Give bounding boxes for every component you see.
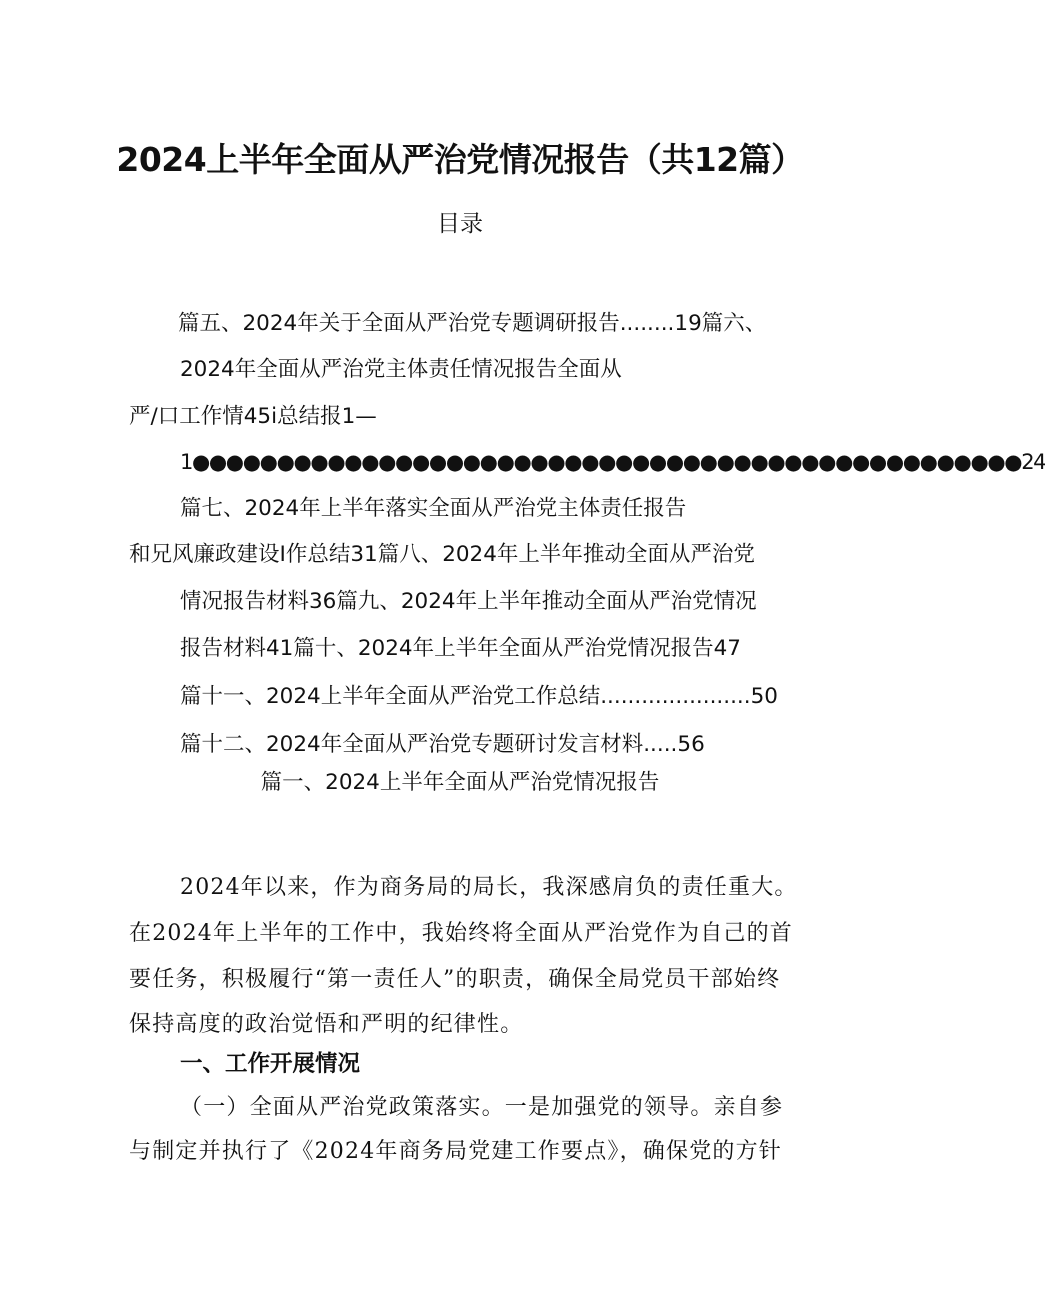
paragraph-line: 要任务，积极履行“第一责任人”的职责，确保全局党员干部始终	[129, 967, 781, 992]
toc-line: 篇五、2024年关于全面从严治党专题调研报告........19篇六、	[178, 311, 767, 336]
section-heading: 一、工作开展情况	[180, 1051, 361, 1077]
toc-line: 篇七、2024年上半年落实全面从严治党主体责任报告	[180, 496, 687, 521]
toc-line: 篇十一、2024上半年全面从严治党工作总结......................50	[180, 684, 778, 709]
paragraph-line: 保持高度的政治觉悟和严明的纪律性。	[129, 1012, 524, 1037]
toc-line: 篇十二、2024年全面从严治党专题研讨发言材料.....56	[180, 732, 705, 757]
toc-line: 情况报告材料36篇九、2024年上半年推动全面从严治党情况	[180, 589, 757, 614]
paragraph-line: （一）全面从严治党政策落实。一是加强党的领导。亲自参	[180, 1095, 784, 1120]
toc-line: 和兄风廉政建设I作总结31篇八、2024年上半年推动全面从严治党	[129, 542, 755, 567]
toc-line: 2024年全面从严治党主体责任情况报告全面从	[180, 357, 622, 382]
toc-line: 报告材料41篇十、2024年上半年全面从严治党情况报告47	[180, 636, 741, 661]
document-title: 2024上半年全面从严治党情况报告（共12篇）	[116, 140, 804, 179]
paragraph-line: 与制定并执行了《2024年商务局党建工作要点》，确保党的方针	[129, 1139, 782, 1164]
toc-line: 1●●●●●●●●●●●●●●●●●●●●●●●●●●●●●●●●●●●●●●●●●●●●●●●●●24	[180, 450, 1045, 474]
paragraph-line: 2024年以来，作为商务局的局长，我深感肩负的责任重大。	[180, 875, 798, 900]
section-title: 篇一、2024上半年全面从严治党情况报告	[260, 770, 660, 795]
paragraph-line: 在2024年上半年的工作中，我始终将全面从严治党作为自己的首	[129, 921, 793, 946]
toc-heading: 目录	[437, 211, 483, 237]
toc-line: 严/口工作情45i总结报1—	[129, 404, 377, 429]
